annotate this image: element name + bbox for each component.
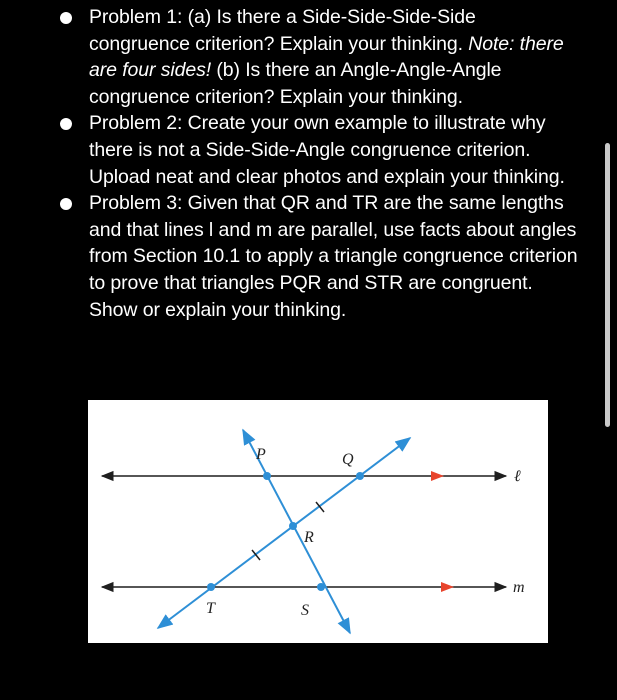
label-s: S xyxy=(301,602,309,619)
scrollbar[interactable] xyxy=(605,143,610,427)
label-line-m: m xyxy=(513,579,525,596)
problem-2-text: Problem 2: Create your own example to illustrate why there is not a Side-Side-Angle congruence criterion. Upload neat and clear photos and explain your thinking. xyxy=(89,112,565,188)
geometry-diagram xyxy=(88,400,548,643)
label-t: T xyxy=(206,600,215,617)
bullet-icon xyxy=(60,12,72,24)
label-q: Q xyxy=(342,451,354,468)
point-r xyxy=(289,522,297,530)
label-r: R xyxy=(304,529,314,546)
problem-1-part-a: Problem 1: (a) Is there a Side-Side-Side-Side congruence criterion? Explain your thinking. xyxy=(89,6,476,55)
problem-1-part-b: (b) Is there an Angle-Angle-Angle congruence criterion? Explain your thinking. xyxy=(89,59,502,108)
point-q xyxy=(356,472,364,480)
problem-3-text: Problem 3: Given that QR and TR are the same lengths and that lines l and m are parallel, use facts about angles from Section 10.1 to apply a triangle congruence criterion to prove that triangles PQR and STR are congruent. Show or explain your thinking. xyxy=(89,192,578,321)
point-t xyxy=(207,583,215,591)
bullet-icon xyxy=(60,118,72,130)
problem-1-note: Note: there are four sides! xyxy=(89,32,564,82)
label-line-l: ℓ xyxy=(514,468,521,485)
problem-1-text xyxy=(89,6,564,108)
problem-2 xyxy=(60,110,580,190)
problem-1 xyxy=(60,4,580,110)
bullet-icon xyxy=(60,198,72,210)
problem-list xyxy=(60,4,580,323)
point-p xyxy=(263,472,271,480)
parallel-arrow-l xyxy=(431,471,444,481)
parallel-arrow-m xyxy=(441,582,454,592)
geometry-figure xyxy=(88,400,548,643)
transversal-tq xyxy=(158,438,410,628)
problem-3 xyxy=(60,190,580,323)
point-s xyxy=(317,583,325,591)
label-p: P xyxy=(256,446,266,463)
